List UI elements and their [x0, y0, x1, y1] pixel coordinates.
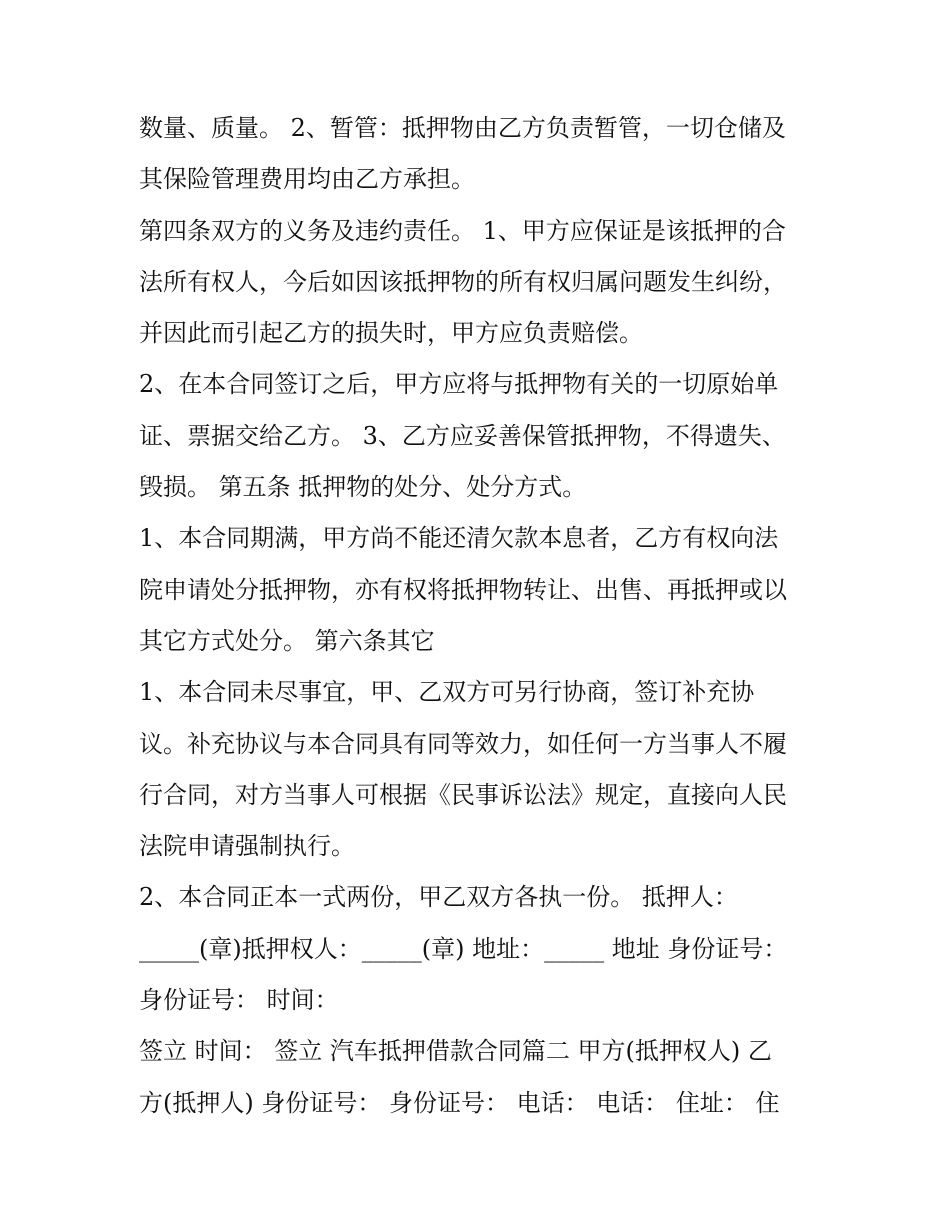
text-line: 证、票据交给乙方。 3、乙方应妥善保管抵押物，不得遗失、 [139, 421, 786, 450]
text-line: 2、本合同正本一式两份，甲乙双方各执一份。 抵押人： [139, 883, 738, 912]
text-line: 议。补充协议与本合同具有同等效力，如任何一方当事人不履 [139, 729, 787, 758]
text-line: 数量、质量。 2、暂管：抵押物由乙方负责暂管，一切仓储及 [139, 114, 786, 142]
text-line: 其保险管理费用均由乙方承担。 [139, 165, 475, 194]
text-line: _____(章)抵押权人：_____(章) 地址：_____ 地址 身份证号： [139, 934, 788, 963]
text-line: 行合同，对方当事人可根据《民事诉讼法》规定，直接向人民 [139, 780, 787, 809]
text-line: 并因此而引起乙方的损失时，甲方应负责赔偿。 [139, 319, 643, 348]
text-line: 签立 时间： 签立 汽车抵押借款合同篇二 甲方(抵押权人) 乙 [139, 1037, 772, 1066]
text-line: 法院申请强制执行。 [139, 832, 355, 861]
text-line: 2、在本合同签订之后，甲方应将与抵押物有关的一切原始单 [139, 370, 779, 399]
text-line: 院申请处分抵押物，亦有权将抵押物转让、出售、再抵押或以 [139, 575, 787, 604]
document-body [139, 103, 829, 1129]
text-line: 其它方式处分。 第六条其它 [139, 626, 435, 655]
text-line: 1、本合同期满，甲方尚不能还清欠款本息者，乙方有权向法 [139, 524, 779, 553]
text-line: 1、本合同未尽事宜，甲、乙双方可另行协商，签订补充协 [139, 678, 755, 707]
text-line: 方(抵押人) 身份证号： 身份证号： 电话： 电话： 住址： 住 [139, 1088, 780, 1117]
text-line: 法所有权人，今后如因该抵押物的所有权归属问题发生纠纷， [139, 267, 787, 296]
text-line: 身份证号： 时间： [139, 986, 339, 1015]
text-line: 第四条双方的义务及违约责任。 1、甲方应保证是该抵押的合 [139, 216, 786, 245]
text-line: 毁损。 第五条 抵押物的处分、处分方式。 [139, 473, 587, 502]
